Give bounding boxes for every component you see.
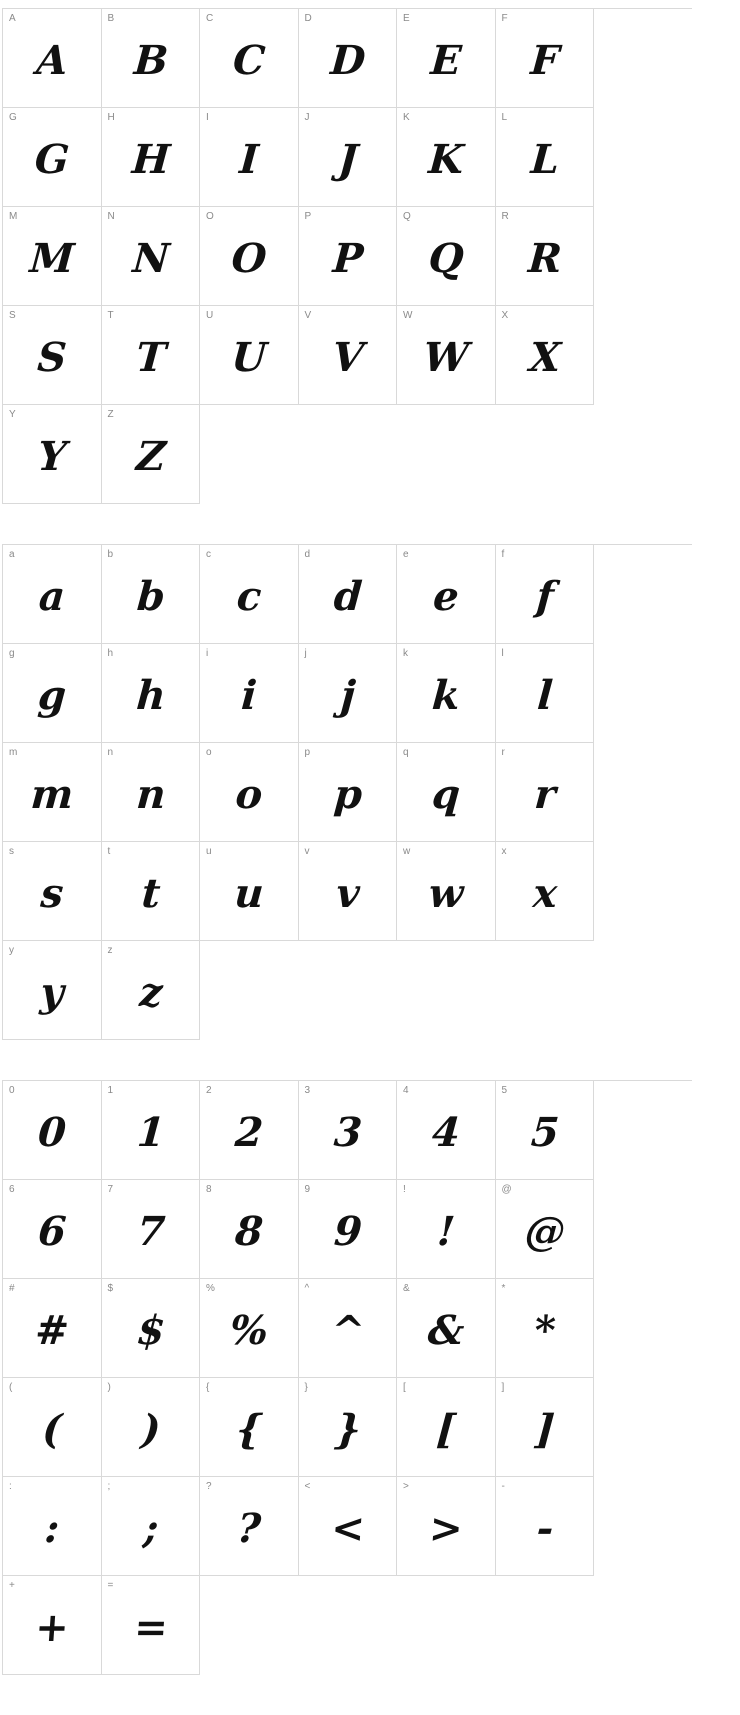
glyph-code-label: 8 <box>206 1184 212 1195</box>
glyph-preview: N <box>130 235 170 282</box>
glyph-preview: } <box>333 1406 362 1453</box>
glyph-cell[interactable] <box>397 306 496 405</box>
glyph-preview: : <box>43 1505 61 1552</box>
glyph-preview: ( <box>40 1406 63 1453</box>
glyph-cell[interactable] <box>3 405 102 504</box>
glyph-cell[interactable] <box>102 545 201 644</box>
glyph-code-label: * <box>501 1283 506 1294</box>
glyph-code-label: - <box>501 1481 505 1492</box>
glyph-cell[interactable] <box>200 108 299 207</box>
glyph-cell[interactable] <box>200 743 299 842</box>
glyph-code-label: X <box>501 310 509 321</box>
glyph-cell[interactable] <box>3 743 102 842</box>
glyph-cell[interactable] <box>3 1378 102 1477</box>
glyph-preview: - <box>534 1505 554 1552</box>
glyph-preview: ) <box>139 1406 161 1453</box>
glyph-code-label: R <box>501 211 509 222</box>
glyph-cell[interactable] <box>496 1477 595 1576</box>
glyph-code-label: ? <box>206 1481 212 1492</box>
glyph-preview: I <box>238 136 260 183</box>
glyph-code-label: I <box>206 112 209 123</box>
glyph-code-label: Z <box>107 409 114 420</box>
glyph-code-label: U <box>206 310 214 321</box>
glyph-cell[interactable] <box>496 1378 595 1477</box>
glyph-code-label: 0 <box>9 1085 15 1096</box>
glyph-code-label: + <box>9 1580 15 1591</box>
glyph-preview: i <box>239 672 258 719</box>
glyph-preview: v <box>334 870 360 917</box>
glyph-cell[interactable] <box>200 1081 299 1180</box>
character-grid-symbols <box>2 1080 692 1675</box>
glyph-code-label: r <box>501 747 505 758</box>
glyph-code-label: 7 <box>107 1184 114 1195</box>
glyph-preview: e <box>431 573 460 620</box>
glyph-preview: ; <box>141 1505 159 1552</box>
glyph-code-label: k <box>403 648 408 659</box>
glyph-cell[interactable] <box>200 1279 299 1378</box>
glyph-cell[interactable] <box>496 306 595 405</box>
glyph-preview: $ <box>135 1307 166 1354</box>
glyph-preview: < <box>329 1505 365 1552</box>
glyph-code-label: # <box>9 1283 15 1294</box>
glyph-preview: c <box>235 573 262 620</box>
glyph-preview: Q <box>427 235 465 282</box>
glyph-cell[interactable] <box>102 1378 201 1477</box>
glyph-preview: L <box>528 136 560 183</box>
glyph-preview: m <box>29 771 74 818</box>
glyph-code-label: & <box>403 1283 410 1294</box>
glyph-cell[interactable] <box>102 306 201 405</box>
glyph-cell[interactable] <box>299 545 398 644</box>
glyph-preview: W <box>421 334 470 381</box>
glyph-preview: X <box>527 334 561 381</box>
glyph-cell[interactable] <box>299 9 398 108</box>
glyph-code-label: c <box>206 549 211 560</box>
glyph-code-label: = <box>107 1580 114 1591</box>
glyph-preview: H <box>130 136 171 183</box>
glyph-preview: ^ <box>329 1307 365 1354</box>
glyph-code-label: u <box>206 846 212 857</box>
glyph-cell[interactable] <box>397 9 496 108</box>
glyph-cell[interactable] <box>496 644 595 743</box>
glyph-cell[interactable] <box>299 842 398 941</box>
glyph-cell[interactable] <box>102 1477 201 1576</box>
glyph-cell[interactable] <box>397 108 496 207</box>
glyph-cell[interactable] <box>496 743 595 842</box>
glyph-code-label: x <box>501 846 507 857</box>
character-grid-uppercase <box>2 8 692 504</box>
glyph-preview: l <box>535 672 553 719</box>
glyph-preview: ] <box>533 1406 555 1453</box>
glyph-cell[interactable] <box>102 644 201 743</box>
glyph-preview: s <box>39 870 64 917</box>
glyph-code-label: O <box>206 211 214 222</box>
glyph-code-label: t <box>107 846 111 857</box>
glyph-cell[interactable] <box>397 1180 496 1279</box>
glyph-preview: q <box>430 771 461 818</box>
glyph-cell[interactable] <box>397 743 496 842</box>
glyph-cell[interactable] <box>3 1081 102 1180</box>
glyph-code-label: : <box>9 1481 12 1492</box>
glyph-preview: 0 <box>36 1109 67 1156</box>
glyph-code-label: o <box>206 747 212 758</box>
glyph-cell[interactable] <box>102 1576 201 1675</box>
glyph-code-label: F <box>501 13 508 24</box>
glyph-preview: u <box>232 870 265 917</box>
glyph-cell[interactable] <box>299 743 398 842</box>
glyph-code-label: ) <box>107 1382 111 1393</box>
glyph-preview: > <box>427 1505 464 1552</box>
glyph-code-label: n <box>107 747 114 758</box>
glyph-code-label: g <box>9 648 15 659</box>
glyph-code-label: m <box>9 747 18 758</box>
glyph-cell[interactable] <box>3 644 102 743</box>
glyph-cell[interactable] <box>3 941 102 1040</box>
glyph-cell[interactable] <box>3 1279 102 1378</box>
glyph-preview: b <box>134 573 166 620</box>
glyph-cell[interactable] <box>496 1180 595 1279</box>
glyph-cell[interactable] <box>299 1279 398 1378</box>
glyph-code-label: 2 <box>206 1085 212 1096</box>
glyph-cell[interactable] <box>3 306 102 405</box>
glyph-cell[interactable] <box>3 1477 102 1576</box>
glyph-cell[interactable] <box>200 545 299 644</box>
glyph-cell[interactable] <box>102 1279 201 1378</box>
glyph-cell[interactable] <box>200 207 299 306</box>
glyph-cell-empty <box>299 941 398 1040</box>
glyph-preview: = <box>132 1604 168 1651</box>
glyph-code-label: K <box>403 112 410 123</box>
glyph-cell[interactable] <box>102 1180 201 1279</box>
glyph-cell[interactable] <box>496 1081 595 1180</box>
glyph-cell[interactable] <box>496 108 595 207</box>
glyph-preview: 2 <box>233 1109 264 1156</box>
glyph-preview: * <box>532 1307 556 1354</box>
glyph-preview: y <box>38 969 65 1016</box>
glyph-cell[interactable] <box>102 743 201 842</box>
glyph-code-label: @ <box>501 1184 512 1195</box>
glyph-preview: S <box>35 334 68 381</box>
glyph-code-label: A <box>9 13 16 24</box>
glyph-preview: a <box>37 573 66 620</box>
glyph-preview: U <box>229 334 268 381</box>
glyph-code-label: w <box>403 846 411 857</box>
glyph-cell[interactable] <box>200 644 299 743</box>
glyph-cell[interactable] <box>102 9 201 108</box>
glyph-preview: P <box>330 235 364 282</box>
glyph-cell[interactable] <box>397 207 496 306</box>
glyph-code-label: p <box>304 747 311 758</box>
glyph-cell[interactable] <box>496 1279 595 1378</box>
glyph-preview: 9 <box>332 1208 363 1255</box>
glyph-cell[interactable] <box>3 9 102 108</box>
glyph-cell[interactable] <box>102 405 201 504</box>
glyph-cell-empty <box>200 1576 299 1675</box>
glyph-cell-empty <box>397 1576 496 1675</box>
glyph-code-label: < <box>304 1481 311 1492</box>
glyph-preview: J <box>336 136 358 183</box>
glyph-preview: 5 <box>529 1109 560 1156</box>
glyph-preview: T <box>134 334 167 381</box>
glyph-code-label: [ <box>403 1382 406 1393</box>
glyph-preview: 1 <box>135 1109 166 1156</box>
glyph-cell[interactable] <box>200 1477 299 1576</box>
glyph-cell[interactable] <box>397 644 496 743</box>
glyph-code-label: z <box>107 945 113 956</box>
glyph-preview: B <box>132 37 169 84</box>
glyph-code-label: 1 <box>107 1085 114 1096</box>
glyph-cell[interactable] <box>397 1081 496 1180</box>
glyph-preview: j <box>338 672 356 719</box>
glyph-preview: d <box>331 573 363 620</box>
glyph-code-label: S <box>9 310 16 321</box>
glyph-preview: A <box>34 37 69 84</box>
glyph-cell[interactable] <box>299 108 398 207</box>
glyph-preview: r <box>532 771 556 818</box>
glyph-code-label: 9 <box>304 1184 311 1195</box>
glyph-preview: p <box>331 771 363 818</box>
glyph-cell[interactable] <box>299 1477 398 1576</box>
glyph-cell[interactable] <box>3 842 102 941</box>
glyph-code-label: y <box>9 945 14 956</box>
glyph-code-label: ] <box>501 1382 505 1393</box>
glyph-cell[interactable] <box>200 1180 299 1279</box>
glyph-code-label: 5 <box>501 1085 508 1096</box>
glyph-code-label: D <box>304 13 312 24</box>
glyph-preview: E <box>429 37 462 84</box>
glyph-code-label: C <box>206 13 214 24</box>
glyph-cell[interactable] <box>299 1180 398 1279</box>
glyph-code-label: j <box>304 648 307 659</box>
glyph-code-label: i <box>206 648 209 659</box>
glyph-code-label: f <box>501 549 505 560</box>
glyph-code-label: L <box>501 112 508 123</box>
glyph-code-label: M <box>9 211 18 222</box>
glyph-preview: V <box>330 334 364 381</box>
glyph-preview: M <box>28 235 75 282</box>
glyph-cell[interactable] <box>397 1477 496 1576</box>
glyph-code-label: 3 <box>304 1085 311 1096</box>
glyph-preview: 8 <box>233 1208 264 1255</box>
character-block-lowercase <box>0 544 740 1040</box>
glyph-code-label: q <box>403 747 409 758</box>
glyph-cell[interactable] <box>3 108 102 207</box>
glyph-preview: w <box>427 870 464 917</box>
glyph-preview: ! <box>435 1208 456 1255</box>
glyph-cell[interactable] <box>397 1279 496 1378</box>
glyph-code-label: V <box>304 310 312 321</box>
glyph-code-label: ; <box>107 1481 111 1492</box>
glyph-cell[interactable] <box>299 1378 398 1477</box>
glyph-preview: # <box>33 1307 70 1354</box>
glyph-code-label: } <box>304 1382 308 1393</box>
glyph-cell[interactable] <box>102 842 201 941</box>
glyph-cell[interactable] <box>102 108 201 207</box>
glyph-code-label: T <box>107 310 114 321</box>
glyph-cell-empty <box>200 405 299 504</box>
glyph-preview: Y <box>36 433 67 480</box>
glyph-preview: 7 <box>135 1208 166 1255</box>
glyph-code-label: ! <box>403 1184 406 1195</box>
character-block-symbols <box>0 1080 740 1675</box>
glyph-code-label: 6 <box>9 1184 15 1195</box>
glyph-preview: D <box>328 37 366 84</box>
glyph-code-label: % <box>206 1283 215 1294</box>
character-grid-lowercase <box>2 544 692 1040</box>
character-block-uppercase <box>0 8 740 504</box>
glyph-cell[interactable] <box>496 207 595 306</box>
glyph-code-label: H <box>107 112 115 123</box>
glyph-preview: t <box>139 870 161 917</box>
glyph-preview: 3 <box>332 1109 363 1156</box>
glyph-code-label: a <box>9 549 15 560</box>
glyph-preview: C <box>231 37 266 84</box>
glyph-code-label: e <box>403 549 409 560</box>
glyph-preview: G <box>33 136 70 183</box>
glyph-preview: ? <box>235 1505 262 1552</box>
glyph-preview: 4 <box>430 1109 461 1156</box>
glyph-code-label: N <box>107 211 115 222</box>
glyph-code-label: J <box>304 112 310 123</box>
glyph-code-label: > <box>403 1481 409 1492</box>
glyph-preview: % <box>228 1307 269 1354</box>
glyph-cell[interactable] <box>299 306 398 405</box>
glyph-preview: O <box>230 235 268 282</box>
glyph-code-label: ( <box>9 1382 13 1393</box>
glyph-preview: [ <box>434 1406 457 1453</box>
glyph-cell[interactable] <box>3 545 102 644</box>
glyph-cell[interactable] <box>299 1081 398 1180</box>
glyph-cell[interactable] <box>3 1576 102 1675</box>
glyph-cell[interactable] <box>200 842 299 941</box>
glyph-code-label: $ <box>107 1283 114 1294</box>
glyph-code-label: v <box>304 846 310 857</box>
glyph-preview: { <box>234 1406 263 1453</box>
glyph-preview: o <box>234 771 264 818</box>
glyph-preview: f <box>534 573 554 620</box>
glyph-cell[interactable] <box>397 842 496 941</box>
glyph-code-label: W <box>403 310 413 321</box>
glyph-code-label: s <box>9 846 14 857</box>
glyph-cell[interactable] <box>496 9 595 108</box>
glyph-preview: n <box>134 771 166 818</box>
glyph-cell[interactable] <box>397 1378 496 1477</box>
glyph-code-label: { <box>206 1382 210 1393</box>
glyph-cell-empty <box>299 405 398 504</box>
glyph-cell[interactable] <box>102 207 201 306</box>
glyph-code-label: h <box>107 648 114 659</box>
glyph-cell-empty <box>200 941 299 1040</box>
glyph-code-label: 4 <box>403 1085 409 1096</box>
glyph-cell[interactable] <box>200 9 299 108</box>
glyph-code-label: ^ <box>304 1283 310 1294</box>
glyph-preview: & <box>426 1307 465 1354</box>
glyph-preview: 6 <box>36 1208 67 1255</box>
glyph-cell[interactable] <box>3 1180 102 1279</box>
glyph-cell[interactable] <box>200 1378 299 1477</box>
glyph-preview: R <box>526 235 562 282</box>
glyph-cell[interactable] <box>200 306 299 405</box>
glyph-preview: F <box>528 37 560 84</box>
glyph-cell[interactable] <box>496 545 595 644</box>
glyph-cell[interactable] <box>397 545 496 644</box>
glyph-cell[interactable] <box>102 941 201 1040</box>
glyph-cell[interactable] <box>299 207 398 306</box>
glyph-code-label: G <box>9 112 17 123</box>
glyph-preview: h <box>134 672 166 719</box>
glyph-preview: + <box>33 1604 70 1651</box>
glyph-preview: k <box>430 672 461 719</box>
glyph-preview: z <box>137 969 163 1016</box>
glyph-code-label: l <box>501 648 504 659</box>
glyph-preview: @ <box>522 1208 566 1255</box>
glyph-code-label: d <box>304 549 311 560</box>
glyph-cell[interactable] <box>299 644 398 743</box>
glyph-preview: g <box>36 672 67 719</box>
glyph-code-label: B <box>107 13 115 24</box>
glyph-preview: x <box>530 870 558 917</box>
glyph-preview: Z <box>134 433 166 480</box>
glyph-cell-empty <box>299 1576 398 1675</box>
glyph-preview: K <box>427 136 465 183</box>
glyph-cell[interactable] <box>102 1081 201 1180</box>
glyph-code-label: b <box>107 549 114 560</box>
glyph-code-label: E <box>403 13 410 24</box>
glyph-code-label: P <box>304 211 312 222</box>
glyph-cell[interactable] <box>3 207 102 306</box>
glyph-code-label: Q <box>403 211 411 222</box>
glyph-cell[interactable] <box>496 842 595 941</box>
glyph-code-label: Y <box>9 409 16 420</box>
